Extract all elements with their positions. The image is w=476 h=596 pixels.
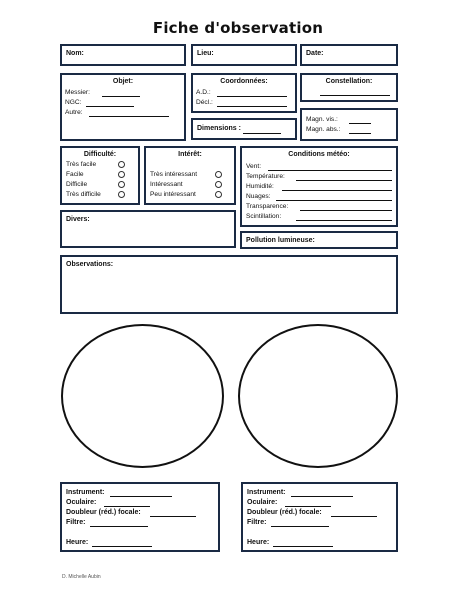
lieu-label: Lieu: [197, 50, 214, 57]
drawing-circle-left[interactable] [61, 324, 224, 468]
magn-abs-label: Magn. abs.: [306, 126, 341, 133]
equipment-right-box [241, 482, 398, 552]
doubleur-label: Doubleur (réd.) focale: [247, 509, 322, 516]
meteo-box [240, 146, 398, 227]
radio-peu-interessant[interactable] [215, 191, 222, 198]
doubleur-field[interactable] [331, 516, 377, 517]
magn-abs-field[interactable] [349, 133, 371, 134]
nom-box[interactable] [60, 44, 186, 66]
heure-label: Heure: [247, 539, 270, 546]
magn-vis-label: Magn. vis.: [306, 116, 338, 123]
radio-interessant[interactable] [215, 181, 222, 188]
heure-label: Heure: [66, 539, 89, 546]
credit-text: D. Michelle Aubin [62, 574, 101, 580]
filtre-label: Filtre: [66, 519, 86, 526]
meteo-temperature-field[interactable] [296, 180, 392, 181]
dimensions-field[interactable] [243, 133, 281, 134]
instrument-label: Instrument: [247, 489, 286, 496]
divers-box[interactable] [60, 210, 236, 248]
oculaire-label: Oculaire: [66, 499, 97, 506]
meteo-heading: Conditions météo: [288, 151, 350, 158]
messier-field[interactable] [102, 96, 140, 97]
magnitude-box [300, 108, 398, 141]
objet-box [60, 73, 186, 141]
radio-difficile[interactable] [118, 181, 125, 188]
heure-field[interactable] [92, 546, 152, 547]
pollution-label: Pollution lumineuse: [246, 237, 315, 244]
drawing-circle-right[interactable] [238, 324, 398, 468]
difficulte-option: Facile [66, 171, 84, 178]
oculaire-field[interactable] [285, 506, 331, 507]
messier-label: Messier: [65, 89, 90, 96]
interet-option: Peu intéressant [150, 191, 196, 198]
instrument-field[interactable] [291, 496, 353, 497]
radio-tres-facile[interactable] [118, 161, 125, 168]
date-box[interactable] [300, 44, 398, 66]
lieu-box[interactable] [191, 44, 297, 66]
ad-field[interactable] [217, 96, 287, 97]
meteo-nuages-field[interactable] [276, 200, 392, 201]
constellation-box [300, 73, 398, 102]
difficulte-box [60, 146, 140, 205]
filtre-label: Filtre: [247, 519, 267, 526]
meteo-scintillation-label: Scintillation: [246, 213, 282, 220]
magn-vis-field[interactable] [349, 123, 371, 124]
meteo-humidite-label: Humidité: [246, 183, 274, 190]
coordonnees-heading: Coordonnées: [220, 78, 268, 85]
nom-label: Nom: [66, 50, 84, 57]
page-title: Fiche d'observation [152, 19, 324, 37]
interet-heading: Intérêt: [178, 151, 202, 158]
radio-facile[interactable] [118, 171, 125, 178]
ad-label: A.D.: [196, 89, 211, 96]
heure-field[interactable] [273, 546, 333, 547]
autre-label: Autre: [65, 109, 83, 116]
interet-box [144, 146, 236, 205]
meteo-vent-label: Vent: [246, 163, 262, 170]
difficulte-heading: Difficulté: [83, 151, 117, 158]
instrument-field[interactable] [110, 496, 172, 497]
coordonnees-box [191, 73, 297, 113]
pollution-box[interactable] [240, 231, 398, 249]
filtre-field[interactable] [271, 526, 329, 527]
radio-tres-interessant[interactable] [215, 171, 222, 178]
objet-heading: Objet: [112, 78, 134, 85]
equipment-left-box [60, 482, 220, 552]
difficulte-option: Difficile [66, 181, 88, 188]
divers-label: Divers: [66, 216, 90, 223]
constellation-field[interactable] [320, 95, 390, 96]
doubleur-label: Doubleur (réd.) focale: [66, 509, 141, 516]
meteo-scintillation-field[interactable] [296, 220, 392, 221]
interet-option: Intéressant [150, 181, 183, 188]
meteo-nuages-label: Nuages: [246, 193, 271, 200]
interet-option: Très intéressant [150, 171, 198, 178]
meteo-vent-field[interactable] [268, 170, 392, 171]
date-label: Date: [306, 50, 324, 57]
ngc-field[interactable] [86, 106, 134, 107]
observations-box[interactable] [60, 255, 398, 314]
meteo-humidite-field[interactable] [282, 190, 392, 191]
difficulte-option: Très difficile [66, 191, 101, 198]
ngc-label: NGC: [65, 99, 82, 106]
difficulte-option: Très facile [66, 161, 97, 168]
doubleur-field[interactable] [150, 516, 196, 517]
instrument-label: Instrument: [66, 489, 105, 496]
oculaire-field[interactable] [104, 506, 150, 507]
filtre-field[interactable] [90, 526, 148, 527]
constellation-heading: Constellation: [325, 78, 373, 85]
meteo-temperature-label: Température: [246, 173, 285, 180]
observations-label: Observations: [66, 261, 114, 268]
meteo-transparence-field[interactable] [300, 210, 392, 211]
dimensions-box [191, 118, 297, 140]
meteo-transparence-label: Transparence: [246, 203, 289, 210]
radio-tres-difficile[interactable] [118, 191, 125, 198]
dimensions-label: Dimensions : [197, 125, 241, 132]
decl-label: Décl.: [196, 99, 213, 106]
oculaire-label: Oculaire: [247, 499, 278, 506]
autre-field[interactable] [89, 116, 169, 117]
decl-field[interactable] [217, 106, 287, 107]
